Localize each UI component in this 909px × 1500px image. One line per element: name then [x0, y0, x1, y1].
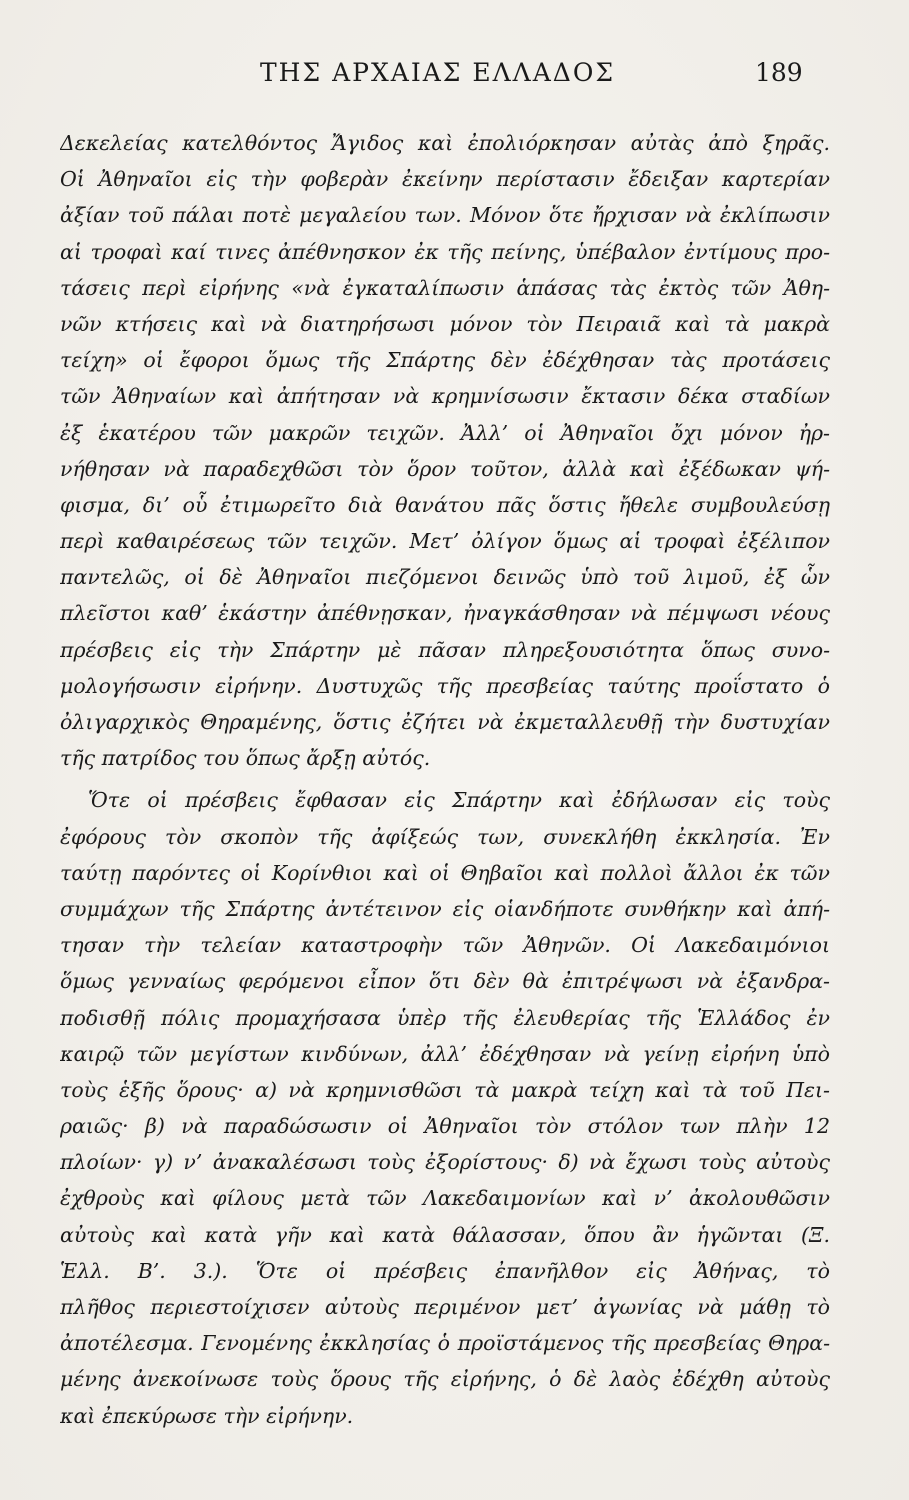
text-line: πρέσβεις εἰς τὴν Σπάρτην μὲ πᾶσαν πληρεξουσιότητα ὅπως συνο-	[60, 637, 830, 662]
text-line: πλεῖστοι καθ’ ἑκάστην ἀπέθνῃσκαν, ἠναγκάσθησαν νὰ πέμψωσι νέους	[60, 601, 830, 626]
text-line: συμμάχων τῆς Σπάρτης ἀντέτεινον εἰς οἱανδήποτε συνθήκην καὶ ἀπή-	[60, 896, 830, 921]
text-line: καὶ ἐπεκύρωσε τὴν εἰρήνην.	[60, 1403, 354, 1428]
text-line: Δεκελείας κατελθόντος Ἄγιδος καὶ ἐπολιόρκησαν αὐτὰς ἀπὸ ξηρᾶς.	[60, 131, 830, 155]
text-line: μένης ἀνεκοίνωσε τοὺς ὅρους τῆς εἰρήνης, ὁ δὲ λαὸς ἐδέχθη αὐτοὺς	[60, 1367, 830, 1392]
text-line: αἱ τροφαὶ καί τινες ἀπέθνησκον ἐκ τῆς πείνης, ὑπέβαλον ἐντίμους προ-	[60, 239, 830, 264]
text-line: ἐχθροὺς καὶ φίλους μετὰ τῶν Λακεδαιμονίων καὶ ν’ ἀκολουθῶσιν	[60, 1186, 830, 1211]
text-line: πλῆθος περιεστοίχισεν αὐτοὺς περιμένον μετ’ ἀγωνίας νὰ μάθῃ τὸ	[60, 1295, 830, 1319]
paragraph-2	[60, 782, 830, 1433]
text-line: τοὺς ἑξῆς ὅρους· α) νὰ κρημνισθῶσι τὰ μακρὰ τείχη καὶ τὰ τοῦ Πει-	[60, 1077, 830, 1102]
text-line: νῶν κτήσεις καὶ νὰ διατηρήσωσι μόνον τὸν Πειραιᾶ καὶ τὰ μακρὰ	[60, 311, 830, 336]
text-line: ἐξ ἑκατέρου τῶν μακρῶν τειχῶν. Ἀλλ’ οἱ Ἀθηναῖοι ὄχι μόνον ἠρ-	[60, 420, 830, 445]
text-line: Ἑλλ. Β’. 3.). Ὅτε οἱ πρέσβεις ἐπανῆλθον εἰς Ἀθήνας, τὸ	[60, 1258, 830, 1283]
paragraph-1	[60, 125, 830, 776]
text-line: πλοίων· γ) ν’ ἀνακαλέσωσι τοὺς ἐξορίστους· δ) νὰ ἔχωσι τοὺς αὐτοὺς	[60, 1150, 830, 1175]
text-line: καιρῷ τῶν μεγίστων κινδύνων, ἀλλ’ ἐδέχθησαν νὰ γείνῃ εἰρήνη ὑπὸ	[60, 1041, 830, 1066]
page-number: 189	[755, 58, 803, 87]
text-line: περὶ καθαιρέσεως τῶν τειχῶν. Μετ’ ὀλίγον ὅμως αἱ τροφαὶ ἐξέλιπον	[60, 529, 830, 554]
text-line: ἀξίαν τοῦ πάλαι ποτὲ μεγαλείου των. Μόνον ὅτε ἤρχισαν νὰ ἐκλίπωσιν	[60, 203, 830, 228]
text-line: νήθησαν νὰ παραδεχθῶσι τὸν ὅρον τοῦτον, ἀλλὰ καὶ ἐξέδωκαν ψή-	[60, 456, 830, 481]
running-head	[0, 58, 909, 98]
text-line: τείχη» οἱ ἔφοροι ὅμως τῆς Σπάρτης δὲν ἐδέχθησαν τὰς προτάσεις	[60, 348, 830, 373]
text-line: Ὅτε οἱ πρέσβεις ἔφθασαν εἰς Σπάρτην καὶ ἐδήλωσαν εἰς τοὺς	[88, 788, 830, 813]
text-line: ταύτῃ παρόντες οἱ Κορίνθιοι καὶ οἱ Θηβαῖοι καὶ πολλοὶ ἄλλοι ἐκ τῶν	[60, 860, 830, 885]
text-line: τῶν Ἀθηναίων καὶ ἀπήτησαν νὰ κρημνίσωσιν ἔκτασιν δέκα σταδίων	[60, 384, 830, 409]
header-title: ΤΗΣ ΑΡΧΑΙΑΣ ΕΛΛΑΔΟΣ	[260, 58, 616, 87]
text-line: ἐφόρους τὸν σκοπὸν τῆς ἀφίξεώς των, συνεκλήθη ἐκκλησία. Ἐν	[60, 824, 830, 849]
text-line: ραιῶς· β) νὰ παραδώσωσιν οἱ Ἀθηναῖοι τὸν στόλον των πλὴν 12	[60, 1114, 830, 1139]
text-line: ὅμως γενναίως φερόμενοι εἶπον ὅτι δὲν θὰ ἐπιτρέψωσι νὰ ἐξανδρα-	[60, 969, 830, 994]
body-text	[60, 125, 830, 1434]
text-line: τῆς πατρίδος του ὅπως ἄρξῃ αὐτός.	[60, 746, 431, 771]
text-line: τησαν τὴν τελείαν καταστροφὴν τῶν Ἀθηνῶν. Οἱ Λακεδαιμόνιοι	[60, 933, 830, 958]
text-line: Οἱ Ἀθηναῖοι εἰς τὴν φοβερὰν ἐκείνην περίστασιν ἔδειξαν καρτερίαν	[60, 167, 830, 192]
text-line: παντελῶς, οἱ δὲ Ἀθηναῖοι πιεζόμενοι δεινῶς ὑπὸ τοῦ λιμοῦ, ἐξ ὧν	[60, 565, 830, 590]
text-line: ἀποτέλεσμα. Γενομένης ἐκκλησίας ὁ προϊστάμενος τῆς πρεσβείας Θηρα-	[60, 1331, 830, 1356]
text-line: μολογήσωσιν εἰρήνην. Δυστυχῶς τῆς πρεσβείας ταύτης προΐστατο ὁ	[60, 673, 830, 698]
text-line: ποδισθῇ πόλις προμαχήσασα ὑπὲρ τῆς ἐλευθερίας τῆς Ἑλλάδος ἐν	[60, 1005, 830, 1030]
text-line: αὐτοὺς καὶ κατὰ γῆν καὶ κατὰ θάλασσαν, ὅπου ἂν ἡγῶνται (Ξ.	[60, 1222, 830, 1247]
text-line: ὀλιγαρχικὸς Θηραμένης, ὅστις ἐζήτει νὰ ἐκμεταλλευθῇ τὴν δυστυχίαν	[60, 710, 830, 734]
text-line: φισμα, δι’ οὗ ἐτιμωρεῖτο διὰ θανάτου πᾶς ὅστις ἤθελε συμβουλεύσῃ	[60, 492, 830, 517]
text-line: τάσεις περὶ εἰρήνης «νὰ ἐγκαταλίπωσιν ἁπάσας τὰς ἐκτὸς τῶν Ἀθη-	[60, 275, 830, 300]
